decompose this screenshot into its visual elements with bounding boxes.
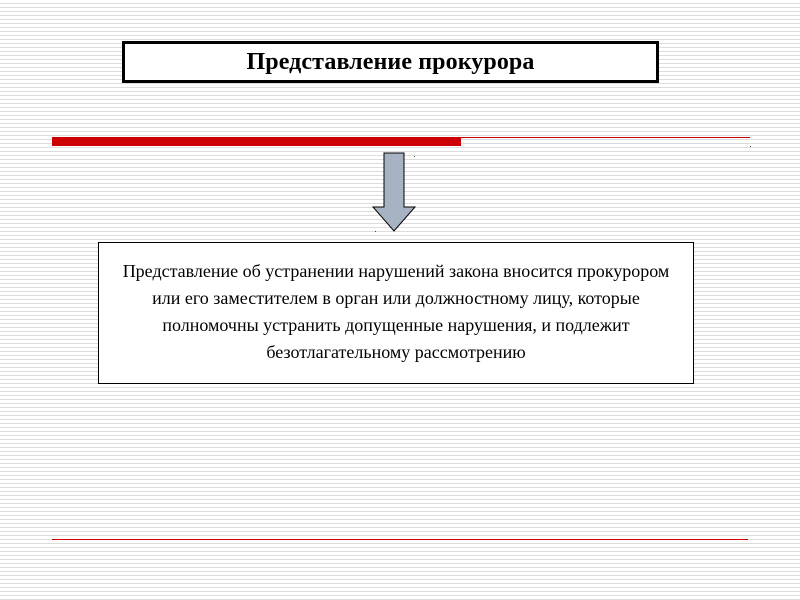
content-box (98, 242, 694, 384)
red-divider-thick (52, 138, 461, 146)
red-divider-bottom (52, 539, 748, 540)
content-text: Представление об устранении нарушений закона вносится прокурором или его заместителем в орган или должностному лицу, которые полномочны устранить допущенные нарушения, и подлежит безотлагательному рассмотрению (122, 260, 670, 362)
page-title: Представление прокурора (246, 48, 535, 75)
arrow-down-icon (372, 152, 416, 232)
title-box (122, 41, 659, 83)
decor-dot (750, 146, 751, 147)
